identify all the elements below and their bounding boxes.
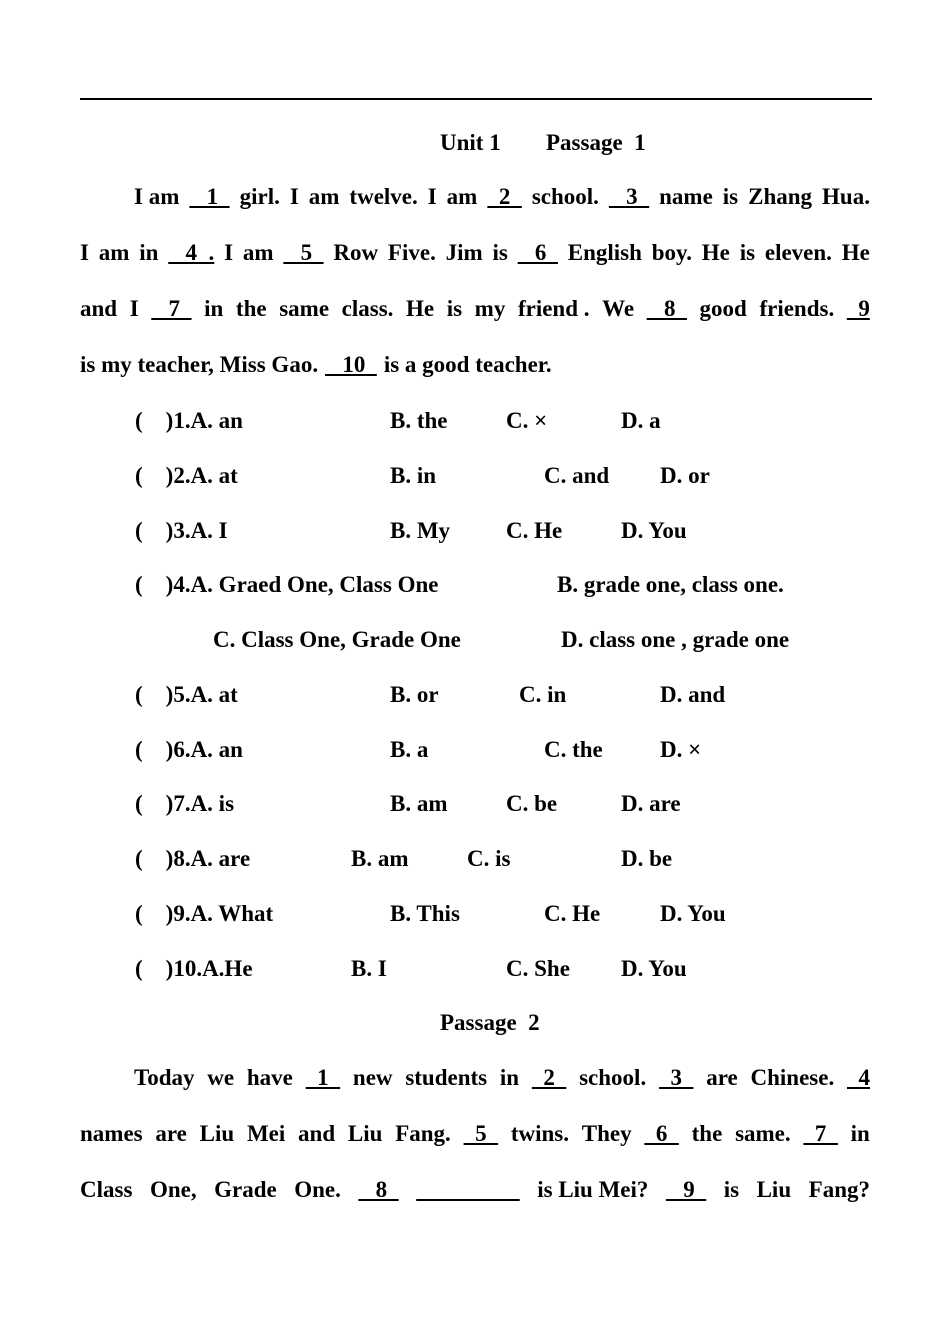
option-b: B. in — [390, 463, 437, 488]
passage2-line — [80, 1177, 870, 1203]
passage-word: friend . — [517, 296, 590, 321]
passage-word: We — [602, 296, 635, 321]
option-c: C. the — [544, 737, 603, 762]
passage-word: is — [739, 240, 756, 265]
question-stem: ( )4.A. Graed One, Class One — [135, 572, 439, 597]
passage-word: Hua. — [822, 184, 870, 209]
answer-blank: 1 — [189, 184, 230, 209]
answer-blank: 4 . — [168, 240, 215, 265]
option-b: B. am — [390, 791, 448, 816]
passage-word: Today — [134, 1065, 195, 1090]
answer-blank: 2 — [531, 1065, 567, 1090]
passage-word: am — [308, 184, 340, 209]
option-c: C. Class One, Grade One — [213, 627, 461, 652]
answer-blank: 8 — [358, 1177, 399, 1202]
question-stem: ( )6.A. an — [135, 737, 243, 762]
option-b: B. the — [390, 408, 448, 433]
question-stem: ( )5.A. at — [135, 682, 238, 707]
option-b: B. a — [390, 737, 429, 762]
passage-word: is a good teacher. — [383, 352, 552, 377]
passage-word: in — [850, 1121, 870, 1146]
option-b: B. My — [390, 518, 451, 543]
question-stem: ( )7.A. is — [135, 791, 235, 816]
question-stem: ( )10.A.He — [135, 956, 253, 981]
passage2-line — [80, 1065, 870, 1091]
passage-word: Fang. — [395, 1121, 451, 1146]
passage-word: is — [723, 1177, 740, 1202]
passage-word: my — [474, 296, 506, 321]
passage1-line — [80, 184, 870, 210]
passage-word: am — [446, 184, 478, 209]
question-stem: ( )3.A. I — [135, 518, 228, 543]
passage-word: we — [207, 1065, 235, 1090]
option-c: C. and — [544, 463, 610, 488]
passage-word: Chinese. — [750, 1065, 835, 1090]
passage-word: students — [405, 1065, 488, 1090]
option-d: D. and — [660, 682, 726, 707]
passage-word: I — [129, 296, 139, 321]
passage2-title: Passage 2 — [440, 1010, 540, 1035]
answer-blank: 2 — [487, 184, 522, 209]
option-d: D. or — [660, 463, 710, 488]
passage1-line — [80, 352, 870, 378]
passage-word: Five. — [387, 240, 436, 265]
answer-blank: 1 — [305, 1065, 341, 1090]
passage-word: school. — [531, 184, 599, 209]
passage-word: twelve. — [349, 184, 418, 209]
option-b: B. am — [351, 846, 409, 871]
passage-word: Mei — [246, 1121, 286, 1146]
option-d: D. be — [621, 846, 673, 871]
passage2-line — [80, 1121, 870, 1147]
passage-word: same. — [735, 1121, 791, 1146]
passage-word: are — [706, 1065, 738, 1090]
answer-blank: 9 — [665, 1177, 707, 1202]
passage-word: I — [224, 240, 234, 265]
passage-word: He — [841, 240, 870, 265]
passage-word: and — [298, 1121, 336, 1146]
option-d: D. You — [621, 956, 687, 981]
passage-word: He — [406, 296, 435, 321]
answer-blank: 7 — [151, 296, 192, 321]
answer-blank: 3 — [658, 1065, 694, 1090]
option-b: B. I — [351, 956, 387, 981]
passage-word: is — [722, 184, 739, 209]
passage-word: in — [204, 296, 224, 321]
passage-word: is — [492, 240, 508, 265]
option-d: D. You — [621, 518, 687, 543]
passage-word: and — [80, 296, 118, 321]
passage-word: have — [246, 1065, 293, 1090]
passage-word: the — [235, 296, 267, 321]
passage-word: the — [691, 1121, 723, 1146]
passage-word: am — [98, 240, 130, 265]
option-b: B. or — [390, 682, 439, 707]
option-c: C. He — [506, 518, 563, 543]
answer-blank — [416, 1177, 520, 1203]
passage-word: Jim — [445, 240, 483, 265]
passage-word: English — [567, 240, 642, 265]
passage-word: Class — [80, 1177, 133, 1202]
passage-word: girl. — [239, 184, 280, 209]
option-b: B. This — [390, 901, 460, 926]
answer-blank: 7 — [803, 1121, 838, 1146]
passage-word: Zhang — [748, 184, 813, 209]
passage-word: am — [242, 240, 274, 265]
option-b: B. grade one, class one. — [557, 572, 784, 597]
passage-word: friends. — [759, 296, 835, 321]
answer-blank: 6 — [644, 1121, 679, 1146]
answer-blank: 5 — [463, 1121, 499, 1146]
option-d: D. × — [660, 737, 702, 762]
passage1-line — [80, 296, 870, 322]
passage-word: new — [352, 1065, 393, 1090]
passage-word: in — [139, 240, 159, 265]
answer-blank: 9 — [846, 296, 870, 321]
passage-word: is my teacher, Miss Gao. — [80, 352, 319, 377]
unit-title: Unit 1 — [440, 130, 501, 155]
answer-blank: 5 — [283, 240, 324, 265]
question-stem: ( )9.A. What — [135, 901, 274, 926]
passage1-line — [80, 240, 870, 266]
option-c: C. in — [519, 682, 567, 707]
option-c: C. He — [544, 901, 601, 926]
passage-word: Row — [333, 240, 379, 265]
passage-word: Liu — [199, 1121, 235, 1146]
answer-blank: 3 — [608, 184, 650, 209]
passage-word: They — [581, 1121, 632, 1146]
passage-word: name — [659, 184, 713, 209]
passage-word: in — [499, 1065, 520, 1090]
passage-word: I am — [134, 184, 180, 209]
passage-word: Liu — [756, 1177, 792, 1202]
passage-word: is — [446, 296, 463, 321]
passage-word: He — [701, 240, 730, 265]
answer-blank: 4 — [846, 1065, 870, 1090]
passage-word: names — [80, 1121, 143, 1146]
passage-word: One. — [294, 1177, 341, 1202]
answer-blank: 10 — [325, 352, 377, 377]
passage-word: same — [279, 296, 330, 321]
passage1-title: Passage 1 — [546, 130, 646, 155]
option-c: C. She — [506, 956, 570, 981]
passage-word: eleven. — [764, 240, 832, 265]
passage-word: are — [155, 1121, 187, 1146]
option-c: C. is — [467, 846, 511, 871]
passage-word: I — [80, 240, 89, 265]
passage-word: good — [699, 296, 747, 321]
passage-word: I — [289, 184, 299, 209]
option-d: D. a — [621, 408, 661, 433]
passage-word: class. — [341, 296, 394, 321]
header-rule — [80, 98, 872, 100]
answer-blank: 8 — [646, 296, 687, 321]
passage-word: boy. — [651, 240, 692, 265]
passage-word: Liu — [347, 1121, 383, 1146]
question-stem: ( )8.A. are — [135, 846, 251, 871]
passage-word: twins. — [510, 1121, 569, 1146]
option-c: C. × — [506, 408, 548, 433]
passage-word: One, — [149, 1177, 197, 1202]
option-d: D. are — [621, 791, 681, 816]
passage-word: I — [427, 184, 437, 209]
passage-word: school. — [579, 1065, 647, 1090]
option-d: D. class one , grade one — [561, 627, 790, 652]
passage-word: Grade — [214, 1177, 277, 1202]
passage-word: is Liu Mei? — [537, 1177, 649, 1202]
option-c: C. be — [506, 791, 558, 816]
passage-word: Fang? — [808, 1177, 870, 1202]
question-stem: ( )2.A. at — [135, 463, 238, 488]
question-stem: ( )1.A. an — [135, 408, 243, 433]
option-d: D. You — [660, 901, 726, 926]
answer-blank: 6 — [517, 240, 558, 265]
